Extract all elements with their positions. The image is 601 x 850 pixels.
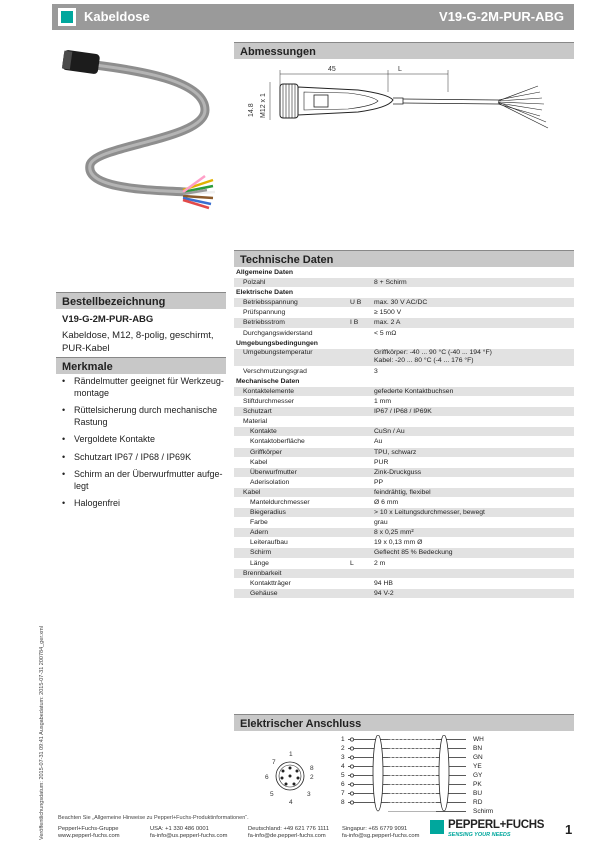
pin-number: 7 [341, 790, 345, 797]
tech-label: Kontakte [250, 428, 277, 436]
tech-label: Kontaktträger [250, 579, 291, 587]
tech-label: Schirm [250, 549, 272, 557]
order-desc-line1: Kabeldose, M12, 8-polig, geschirmt, [62, 330, 214, 341]
tech-group-row [234, 268, 574, 278]
tech-row [234, 518, 574, 528]
tech-value: max. 2 A [374, 319, 401, 327]
tech-label: Betriebsspannung [243, 299, 298, 307]
tech-value-2: Kabel: -20 ... 80 °C (-4 ... 176 °F) [374, 357, 474, 365]
section-header-elektrischer: Elektrischer Anschluss [234, 714, 574, 731]
wire-color: GY [473, 772, 483, 779]
tech-group-row [234, 339, 574, 349]
tech-value: CuSn / Au [374, 428, 405, 436]
pin-number: 3 [341, 754, 345, 761]
wire-color: WH [473, 736, 484, 743]
tech-label: Aderisolation [250, 478, 290, 486]
tech-row [234, 318, 574, 328]
wire-color: Schirm [473, 808, 494, 815]
order-desc-line2: PUR-Kabel [62, 343, 110, 354]
tech-row [234, 298, 574, 308]
feature-item: • Rändelmutter geeignet für Werkzeug-montage [62, 376, 226, 399]
pin-number: 4 [341, 763, 345, 770]
tech-row [234, 458, 574, 468]
wire-color-list [473, 735, 493, 816]
product-image [55, 40, 227, 250]
footer-note: Beachten Sie „Allgemeine Hinweise zu Pepperl+Fuchs-Produktinformationen“. [58, 815, 249, 821]
tech-label: Adern [250, 529, 269, 537]
tech-row [234, 559, 574, 569]
wire-color: GN [473, 754, 483, 761]
feature-item: • Halogenfrei [62, 498, 226, 510]
tech-row [234, 397, 574, 407]
section-header-merkmale: Merkmale [56, 357, 226, 374]
dim-dia: 14.8 [248, 103, 255, 117]
tech-value: 1 mm [374, 398, 391, 406]
tech-row [234, 468, 574, 478]
tech-value: max. 30 V AC/DC [374, 299, 428, 307]
tech-label: Verschmutzungsgrad [243, 367, 307, 375]
tech-label: Kabel [250, 458, 268, 466]
tech-row [234, 579, 574, 589]
tech-label: Mechanische Daten [236, 377, 300, 385]
model-number: V19-G-2M-PUR-ABG [439, 9, 564, 24]
publication-info: Veröffentlichungsdatum: 2015-07-31 09:41 Ausgabedatum: 2015-07-31 200784_ger.xml [39, 626, 45, 840]
tech-row [234, 498, 574, 508]
tech-value: 94 HB [374, 579, 393, 587]
brand-mark-icon [430, 820, 444, 834]
tech-group-row [234, 377, 574, 387]
tech-value: TPU, schwarz [374, 448, 417, 456]
tech-row [234, 448, 574, 458]
tech-row [234, 427, 574, 437]
tech-value: 94 V-2 [374, 589, 394, 597]
tech-label: Elektrische Daten [236, 289, 294, 297]
tech-symbol: U B [350, 299, 362, 307]
pin-face-diagram [255, 746, 325, 808]
tech-label: Durchgangswiderstand [243, 329, 313, 337]
tech-value: Geflecht 85 % Bedeckung [374, 549, 453, 557]
tech-group-row [234, 288, 574, 298]
tech-label: Gehäuse [250, 589, 278, 597]
tech-label: Überwurfmutter [250, 468, 297, 476]
section-header-technische: Technische Daten [234, 250, 574, 267]
tech-label: Biegeradius [250, 509, 286, 517]
tech-label: Betriebsstrom [243, 319, 285, 327]
tech-value: ≥ 1500 V [374, 309, 402, 317]
tech-label: Prüfspannung [243, 309, 286, 317]
features-list [62, 376, 226, 516]
wire-color: PK [473, 781, 482, 788]
pin-number-list [341, 735, 345, 807]
footer-usa-email[interactable]: fa-info@us.pepperl-fuchs.com [150, 833, 228, 840]
feature-item: • Rüttelsicherung durch mechanische Rastung [62, 405, 226, 428]
tech-value: gefederte Kontaktbuchsen [374, 387, 454, 395]
dimension-drawing [248, 62, 568, 142]
tech-value: grau [374, 519, 388, 527]
feature-item: • Vergoldete Kontakte [62, 434, 226, 446]
tech-row [234, 478, 574, 488]
tech-row [234, 508, 574, 518]
tech-value: Zink-Druckguss [374, 468, 422, 476]
tech-row [234, 349, 574, 367]
footer-sg-phone: Singapur: +65 6779 9091 [342, 826, 408, 832]
tech-label: Kontaktoberfläche [250, 438, 305, 446]
footer-de-email[interactable]: fa-info@de.pepperl-fuchs.com [248, 833, 326, 840]
brand-square-icon [58, 8, 76, 26]
face-label-1: 1 [289, 751, 293, 758]
tech-row [234, 278, 574, 288]
section-header-abmessungen: Abmessungen [234, 42, 574, 59]
tech-row [234, 329, 574, 339]
face-label-3: 3 [307, 791, 311, 798]
page-number: 1 [565, 822, 573, 837]
tech-row [234, 538, 574, 548]
tech-label: Schutzart [243, 408, 272, 416]
tech-data-table [234, 268, 574, 599]
wire-color: RD [473, 799, 483, 806]
tech-value: Ø 6 mm [374, 498, 399, 506]
tech-label: Material [243, 418, 268, 426]
wire-color: BN [473, 745, 483, 752]
feature-item: • Schutzart IP67 / IP68 / IP69K [62, 452, 226, 464]
face-label-8: 8 [310, 765, 314, 772]
face-label-5: 5 [270, 791, 274, 798]
tech-row [234, 407, 574, 417]
tech-value: Griffkörper: -40 ... 90 °C (-40 ... 194 °F) [374, 348, 492, 356]
tech-label: Stiftdurchmesser [243, 398, 294, 406]
tech-row [234, 569, 574, 579]
tech-label: Farbe [250, 519, 268, 527]
feature-item: • Schirm an der Überwurfmutter aufge-legt [62, 469, 226, 492]
wire-color: YE [473, 763, 482, 770]
brand-name: PEPPERL+FUCHS [448, 819, 545, 831]
tech-value: 2 m [374, 559, 386, 567]
face-label-2: 2 [310, 774, 314, 781]
tech-value: 19 x 0,13 mm Ø [374, 539, 423, 547]
tech-value: IP67 / IP68 / IP69K [374, 408, 432, 416]
section-header-bestell: Bestellbezeichnung [56, 292, 226, 309]
face-label-6: 6 [265, 774, 269, 781]
tech-label: Leiteraufbau [250, 539, 288, 547]
tech-value: 3 [374, 367, 378, 375]
tech-row [234, 437, 574, 447]
tech-label: Länge [250, 559, 269, 567]
tech-symbol: L [350, 559, 354, 567]
tech-row [234, 488, 574, 498]
tech-value: PP [374, 478, 384, 486]
tech-value: < 5 mΩ [374, 329, 397, 337]
footer-de-phone: Deutschland: +49 621 776 1111 [248, 826, 330, 832]
face-label-7: 7 [272, 759, 276, 766]
tech-symbol: I B [350, 319, 359, 327]
tech-label: Umgebungstemperatur [243, 348, 313, 356]
pin-number: 2 [341, 745, 345, 752]
tech-value: > 10 x Leitungsdurchmesser, bewegt [374, 509, 485, 517]
tech-value: 8 + Schirm [374, 279, 407, 287]
tech-row [234, 528, 574, 538]
brand-tagline: SENSING YOUR NEEDS [448, 832, 511, 838]
tech-label: Polzahl [243, 279, 266, 287]
document-title: Kabeldose [84, 9, 150, 24]
face-label-4: 4 [289, 799, 293, 806]
footer-group-url[interactable]: www.pepperl-fuchs.com [58, 833, 120, 840]
footer-group: Pepperl+Fuchs-Gruppe [58, 826, 119, 832]
wiring-diagram [348, 735, 476, 819]
tech-value: Au [374, 438, 383, 446]
pin-number: 5 [341, 772, 345, 779]
tech-label: Brennbarkeit [243, 569, 282, 577]
dim-thread: M12 x 1 [260, 93, 267, 118]
pin-number: 1 [341, 736, 345, 743]
tech-row [234, 308, 574, 318]
tech-value: 8 x 0,25 mm² [374, 529, 414, 537]
tech-label: Allgemeine Daten [236, 269, 294, 276]
tech-row [234, 387, 574, 397]
pin-number: 8 [341, 799, 345, 806]
tech-label: Umgebungsbedingungen [236, 339, 318, 347]
footer-usa-phone: USA: +1 330 486 0001 [150, 826, 209, 832]
tech-row [234, 367, 574, 377]
tech-label: Griffkörper [250, 448, 282, 456]
dim-45: 45 [328, 66, 336, 73]
tech-row [234, 548, 574, 558]
tech-label: Kontaktelemente [243, 387, 295, 395]
tech-row [234, 417, 574, 427]
tech-label: Manteldurchmesser [250, 498, 310, 506]
header-bar [52, 4, 574, 30]
tech-value: PUR [374, 458, 389, 466]
wire-color: BU [473, 790, 483, 797]
tech-row [234, 589, 574, 599]
tech-label: Kabel [243, 488, 261, 496]
tech-value: feindrähtig, flexibel [374, 488, 431, 496]
order-code: V19-G-2M-PUR-ABG [62, 314, 154, 325]
brand-logo [430, 819, 548, 841]
dim-l: L [398, 66, 402, 73]
footer-sg-email[interactable]: fa-info@sg.pepperl-fuchs.com [342, 833, 420, 840]
pin-number: 6 [341, 781, 345, 788]
